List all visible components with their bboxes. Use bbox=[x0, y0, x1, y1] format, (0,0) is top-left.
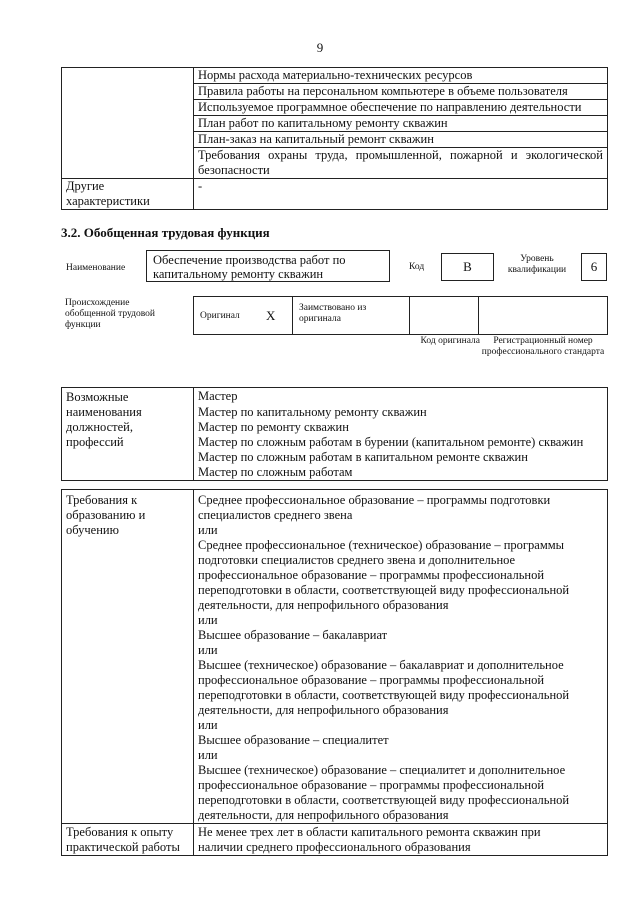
level-value: 6 bbox=[581, 253, 607, 281]
education-text bbox=[194, 490, 608, 824]
education-line: Высшее образование – специалитет bbox=[198, 733, 389, 747]
education-line: переподготовки в области, соответствующей виду профессиональной bbox=[198, 688, 570, 702]
education-line: переподготовки в области, соответствующей виду профессиональной bbox=[198, 583, 570, 597]
education-line: профессиональное образование – программы профессиональной bbox=[198, 778, 545, 792]
borrowed-cell bbox=[292, 296, 410, 335]
position-item: Мастер по сложным работам в бурении (капитальном ремонте) скважин bbox=[198, 435, 584, 449]
position-item: Мастер по капитальному ремонту скважин bbox=[198, 405, 427, 419]
education-line: профессиональное образование – программы профессиональной bbox=[198, 568, 545, 582]
education-line: или bbox=[198, 613, 218, 627]
name-label: Наименование bbox=[66, 263, 126, 273]
knowledge-item: Требования охраны труда, промышленной, пожарной и экологической безопасности bbox=[194, 148, 608, 179]
education-line: переподготовки в области, соответствующей виду профессиональной bbox=[198, 793, 570, 807]
knowledge-label-cell bbox=[62, 68, 194, 179]
education-line: Высшее (техническое) образование – специалитет и дополнительное bbox=[198, 763, 566, 777]
education-line: или bbox=[198, 643, 218, 657]
education-line: Высшее образование – бакалавриат bbox=[198, 628, 388, 642]
education-line: или bbox=[198, 523, 218, 537]
name-value: Обеспечение производства работ по капитальному ремонту скважин bbox=[153, 253, 346, 281]
education-line: профессиональное образование – программы профессиональной bbox=[198, 673, 545, 687]
experience-line: Не менее трех лет в области капитального ремонта скважин при bbox=[198, 825, 541, 839]
code-value: B bbox=[441, 253, 494, 281]
experience-text bbox=[194, 824, 608, 856]
education-table bbox=[61, 489, 608, 856]
education-line: или bbox=[198, 748, 218, 762]
page-number: 9 bbox=[316, 40, 324, 55]
position-item: Мастер bbox=[198, 389, 238, 403]
original-mark: X bbox=[266, 308, 276, 323]
section-title: 3.2. Обобщенная трудовая функция bbox=[61, 225, 270, 240]
name-box bbox=[146, 250, 390, 282]
code-label: Код bbox=[409, 262, 425, 272]
knowledge-item: План-заказ на капитальный ремонт скважин bbox=[194, 132, 608, 148]
education-line: подготовки специалистов среднего звена и дополнительное bbox=[198, 553, 516, 567]
original-label: Оригинал bbox=[200, 311, 240, 321]
experience-line: наличии среднего профессионального образования bbox=[198, 840, 471, 854]
positions-label: Возможные наименования должностей, профессий bbox=[62, 388, 194, 481]
education-line: деятельности, для непрофильного образования bbox=[198, 808, 449, 822]
education-label: Требования к образованию и обучению bbox=[62, 490, 194, 824]
education-line: специалистов среднего звена bbox=[198, 508, 353, 522]
education-line: деятельности, для непрофильного образования bbox=[198, 703, 449, 717]
original-code-label: Код оригинала bbox=[420, 336, 480, 346]
experience-label: Требования к опыту практической работы bbox=[62, 824, 194, 856]
education-line: деятельности, для непрофильного образования bbox=[198, 598, 449, 612]
knowledge-item: Правила работы на персональном компьютере в объеме пользователя bbox=[194, 84, 608, 100]
position-item: Мастер по сложным работам bbox=[198, 465, 353, 479]
position-item: Мастер по ремонту скважин bbox=[198, 420, 349, 434]
education-line: Высшее (техническое) образование – бакалавриат и дополнительное bbox=[198, 658, 564, 672]
education-line: Среднее профессиональное образование – программы подготовки bbox=[198, 493, 551, 507]
original-code-cell bbox=[409, 296, 479, 335]
reg-number-cell bbox=[478, 296, 608, 335]
education-line: или bbox=[198, 718, 218, 732]
original-cell bbox=[193, 296, 293, 335]
other-characteristics-value: - bbox=[194, 179, 608, 210]
other-characteristics-label: Другие характеристики bbox=[62, 179, 194, 210]
positions-list bbox=[194, 388, 608, 481]
knowledge-item: Нормы расхода материально-технических ресурсов bbox=[194, 68, 608, 84]
position-item: Мастер по сложным работам в капитальном ремонте скважин bbox=[198, 450, 528, 464]
knowledge-table bbox=[61, 67, 608, 210]
level-label: Уровень квалификации bbox=[507, 254, 567, 275]
education-line: Среднее профессиональное (техническое) образование – программы bbox=[198, 538, 565, 552]
borrowed-label: Заимствовано из оригинала bbox=[299, 303, 367, 324]
reg-number-label: Регистрационный номер профессионального стандарта bbox=[481, 336, 605, 357]
positions-table bbox=[61, 387, 608, 481]
knowledge-item: Используемое программное обеспечение по направлению деятельности bbox=[194, 100, 608, 116]
knowledge-item: План работ по капитальному ремонту скважин bbox=[194, 116, 608, 132]
origin-label: Происхождение обобщенной трудовой функции bbox=[65, 298, 155, 330]
